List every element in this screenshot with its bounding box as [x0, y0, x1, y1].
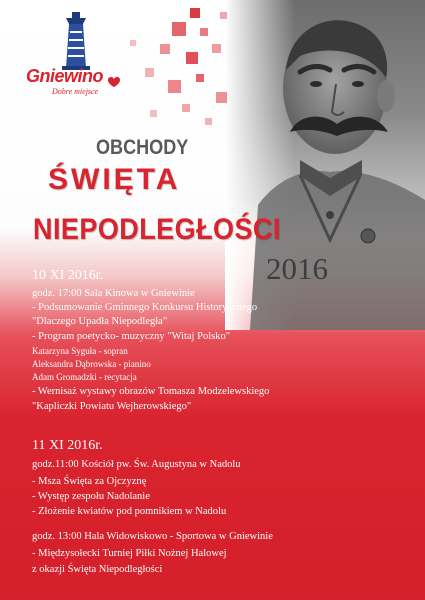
- performer-line: Aleksandra Dąbrowska - pianino: [32, 359, 151, 369]
- program-line: - Msza Święta za Ojczyznę: [32, 476, 147, 487]
- title-swieta: ŚWIĘTA: [48, 163, 181, 196]
- title-niepodleglosci: NIEPODLEGŁOŚCI: [33, 213, 281, 246]
- title-obchody: OBCHODY: [96, 136, 189, 159]
- program-line: - Międzysołecki Turniej Piłki Nożnej Halowej: [32, 548, 227, 559]
- program-line: - Występ zespołu Nadolanie: [32, 491, 150, 502]
- program-line: "Dlaczego Upadła Niepodległa": [32, 316, 168, 327]
- program-line: godz.11:00 Kościół pw. Św. Augustyna w Nadolu: [32, 459, 241, 470]
- program-line: - Program poetycko- muzyczny "Witaj Polsko": [32, 331, 230, 342]
- poster: Gniewino Dobre miejsce OBCHODY ŚWIĘTA NIEPODLEGŁOŚCI 2016 10 XI 2016r. godz. 17:00 Sala Kinowa w Gniewinie - Podsumowanie Gminnego Konkursu Historycznego "Dlaczego Upadła Niepodległa" - Program poetycko- muzyczny "Witaj Polsko" Katarzyna Syguła - sopran Aleksandra Dąbrowska - pianino Adam Gromadzki - recytacja - Wernisaż wystawy obrazów Tomasza Modzelewskiego "Kapliczki Powiatu Wejherowskiego" 11 XI 2016r. godz.11:00 Kościół pw. Św. Augustyna w Nadolu - Msza Święta za Ojczyznę - Występ zespołu Nadolanie - Złożenie kwiatów pod pomnikiem w Nadolu godz. 13:00 Hala Widowiskowo - Sportowa w Gniewinie - Międzysołecki Turniej Piłki Nożnej Halowej z okazji Święta Niepodległości: [0, 0, 425, 600]
- performer-line: Adam Gromadzki - recytacja: [32, 372, 137, 382]
- program-line: - Podsumowanie Gminnego Konkursu Historycznego: [32, 302, 258, 313]
- program-line: godz. 13:00 Hala Widowiskowo - Sportowa w Gniewinie: [32, 531, 273, 542]
- logo-name: Gniewino: [26, 66, 103, 86]
- program-line: - Złożenie kwiatów pod pomnikiem w Nadolu: [32, 506, 227, 517]
- logo-tagline: Dobre miejsce: [52, 87, 99, 96]
- program-line: z okazji Święta Niepodległości: [32, 564, 163, 575]
- program-line: - Wernisaż wystawy obrazów Tomasza Modzelewskiego: [32, 386, 270, 397]
- year: 2016: [266, 251, 328, 286]
- program-line: godz. 17:00 Sala Kinowa w Gniewinie: [32, 288, 195, 299]
- performer-line: Katarzyna Syguła - sopran: [32, 346, 128, 356]
- program-line: "Kapliczki Powiatu Wejherowskiego": [32, 401, 192, 412]
